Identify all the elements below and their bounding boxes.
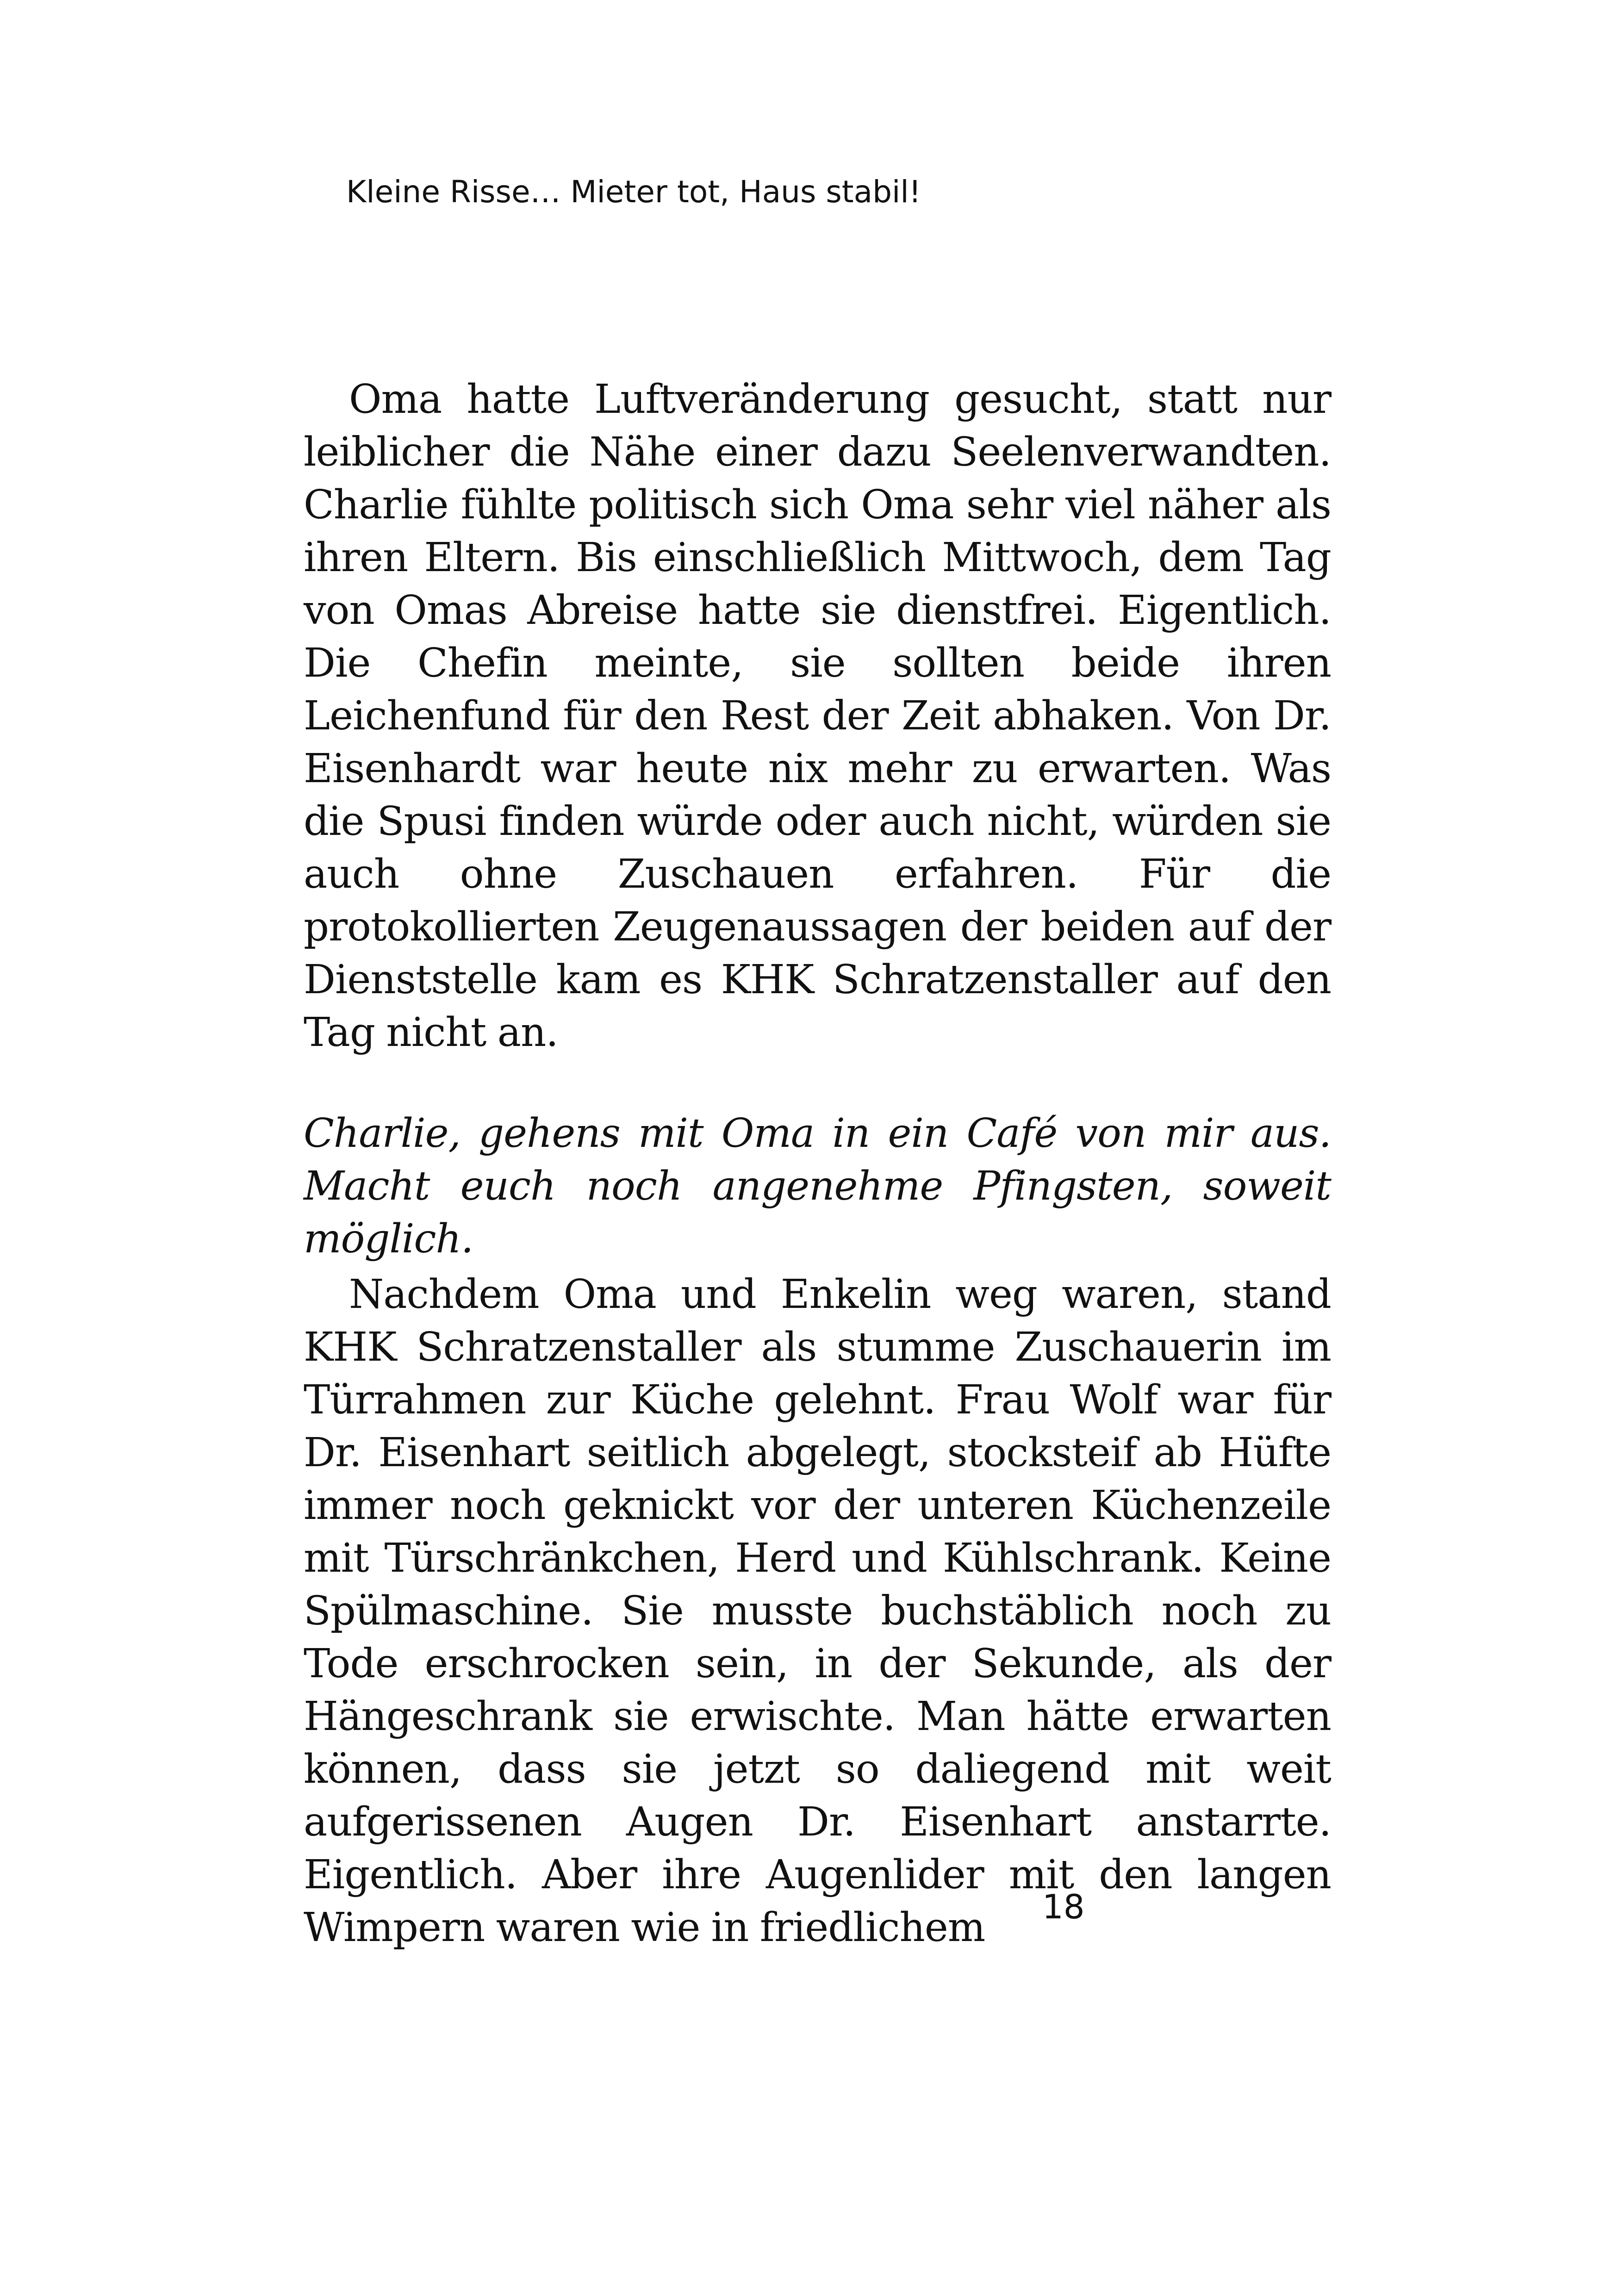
paragraph-1: Oma hatte Luftveränderung gesucht, statt nur leiblicher die Nähe einer dazu Seelenverwandten. Charlie fühlte politisch sich Oma sehr viel näher als ihren Eltern. Bis einschließlich Mittwoch, dem Tag von Omas Abreise hatte sie dienstfrei. Eigentlich. Die Chefin meinte, sie sollten beide ihren Leichenfund für den Rest der Zeit abhaken. Von Dr. Eisenhardt war heute nix mehr zu erwarten. Was die Spusi finden würde oder auch nicht, würden sie auch ohne Zuschauen erfahren. Für die protokollierten Zeugenaussagen der beiden auf der Dienststelle kam es KHK Schratzenstaller auf den Tag nicht an. [304, 376, 1331, 1056]
paragraph-3: Nachdem Oma und Enkelin weg waren, stand KHK Schratzenstaller als stumme Zuschauerin im Türrahmen zur Küche gelehnt. Frau Wolf war für Dr. Eisenhart seitlich abgelegt, stocksteif ab Hüfte immer noch geknickt vor der unteren Küchenzeile mit Türschränkchen, Herd und Kühlschrank. Keine Spülmaschine. Sie musste buchstäblich noch zu Tode erschrocken sein, in der Sekunde, als der Hängeschrank sie erwischte. Man hätte erwarten können, dass sie jetzt so daliegend mit weit aufgerissenen Augen Dr. Eisenhart anstarrte. Eigentlich. Aber ihre Augenlider mit den langen Wimpern waren wie in friedlichem [304, 1271, 1331, 1951]
running-header: Kleine Risse… Mieter tot, Haus stabil! [346, 174, 921, 210]
paragraph-2-italic-quote: Charlie, gehens mit Oma in ein Café von mir aus. Macht euch noch angenehme Pfingsten, soweit möglich. [304, 1110, 1331, 1262]
page-number: 18 [1042, 1887, 1085, 1926]
